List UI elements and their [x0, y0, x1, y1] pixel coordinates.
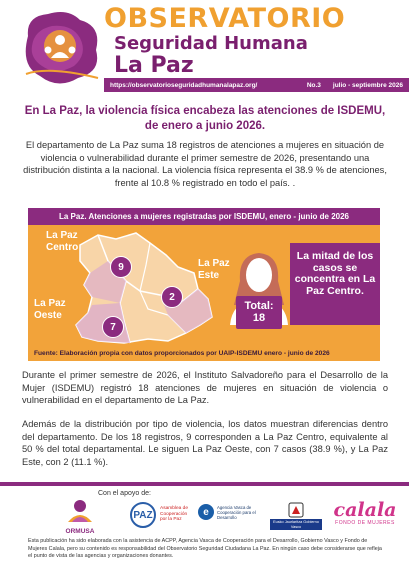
header-bar	[104, 78, 409, 92]
paragraph-2: Además de la distribución por tipo de violencia, los datos muestran diferencias dentro del departamento. De los 18 registros, 9 corresponden a La Paz Centro, equivalente al 50 % del total departamental. Le siguen La Paz Oeste, con 7 casos (38.9 %), y La Paz Este, con 2 (11.1 %).	[22, 419, 388, 467]
headline: En La Paz, la violencia física encabeza las atenciones de ISDEMU, de enero a junio 2026.	[24, 105, 386, 132]
city-title: La Paz	[114, 53, 194, 78]
period: julio - septiembre 2026	[332, 81, 403, 89]
bubble-la-paz-oeste: 7	[102, 316, 124, 338]
infographic-title: La Paz. Atenciones a mujeres registradas por ISDEMU, enero - junio de 2026	[28, 208, 380, 225]
support-label: Con el apoyo de:	[98, 490, 151, 497]
header	[0, 0, 409, 96]
label-la-paz-oeste: La Paz Oeste	[34, 298, 66, 321]
label-la-paz-centro: La Paz Centro	[46, 230, 79, 253]
lead-paragraph: El departamento de La Paz suma 18 registros de atenciones a mujeres en situación de violencia o vulnerabilidad durante el primer semestre de 2026, presentando una distribución distinta a la nacional. La violencia física representa el 38.9 % de atenciones, frente al 10.8 % registrado en todo el país. .	[23, 140, 387, 188]
paz-logo: PAZ Asamblea de Cooperación por la Paz	[130, 502, 190, 528]
euskadi-agency-logo: e Agencia Vasca de Cooperación para el Desarrollo	[198, 504, 262, 528]
subtitle: Seguridad Humana	[114, 33, 308, 54]
callout: La mitad de los casos se concentra en La Paz Centro.	[290, 243, 380, 325]
bubble-la-paz-este: 2	[161, 286, 183, 308]
issue-number: No.3	[306, 81, 321, 89]
ormusa-logo: ORMUSA	[60, 498, 100, 535]
total-box: Total: 18	[236, 296, 282, 329]
infographic	[28, 208, 380, 361]
calala-logo: calala FONDO DE MUJERES	[333, 499, 397, 526]
observatorio-logo	[18, 6, 104, 88]
bubble-la-paz-centro: 9	[110, 256, 132, 278]
gobierno-vasco-logo: Eusko Jaurlaritza Gobierno Vasco	[270, 502, 322, 530]
sponsor-logos	[0, 498, 409, 536]
disclaimer: Esta publicación ha sido elaborada con la asistencia de ACPP, Agencia Vasca de Cooperación para el Desarrollo, Gobierno Vasco y Fondo de Mujeres Calala, pero su contenido es responsabilidad del Observatorio Seguridad Ciudadana La Paz. En ningún caso debe considerarse que refleja el punto de vista de las agencias y organizaciones donantes.	[28, 538, 382, 559]
label-la-paz-este: La Paz Este	[198, 258, 230, 281]
footer-divider	[0, 482, 409, 486]
site-url[interactable]: https://observatorioseguridadhumanalapaz.org/	[110, 81, 258, 89]
title: OBSERVATORIO	[104, 3, 346, 34]
paragraph-1: Durante el primer semestre de 2026, el Instituto Salvadoreño para el Desarrollo de la Mujer (ISDEMU) registró 18 atenciones de mujeres en situación de violencia o vulnerabilidad en el departamento de La Paz.	[22, 370, 388, 406]
source-note: Fuente: Elaboración propia con datos proporcionados por UAIP-ISDEMU enero - junio de 2026	[28, 346, 380, 361]
